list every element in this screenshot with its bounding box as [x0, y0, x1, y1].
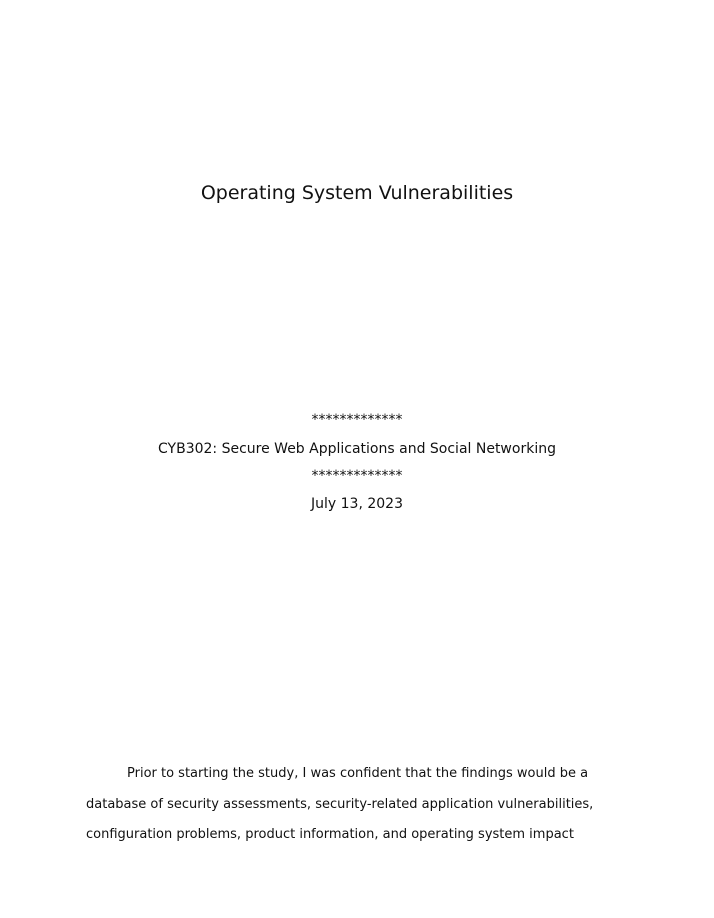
- instructor-placeholder: *************: [311, 468, 403, 484]
- body-paragraph: [86, 759, 626, 851]
- document-title: Operating System Vulnerabilities: [200, 182, 514, 204]
- body-line: Prior to starting the study, I was confident that the findings would be a: [127, 766, 589, 781]
- author-placeholder: *************: [311, 412, 403, 428]
- document-date: July 13, 2023: [311, 496, 403, 512]
- body-line: configuration problems, product information, and operating system impact: [86, 827, 574, 842]
- course-name: CYB302: Secure Web Applications and Social Networking: [158, 441, 556, 457]
- body-line: database of security assessments, security-related application vulnerabilities,: [86, 796, 594, 812]
